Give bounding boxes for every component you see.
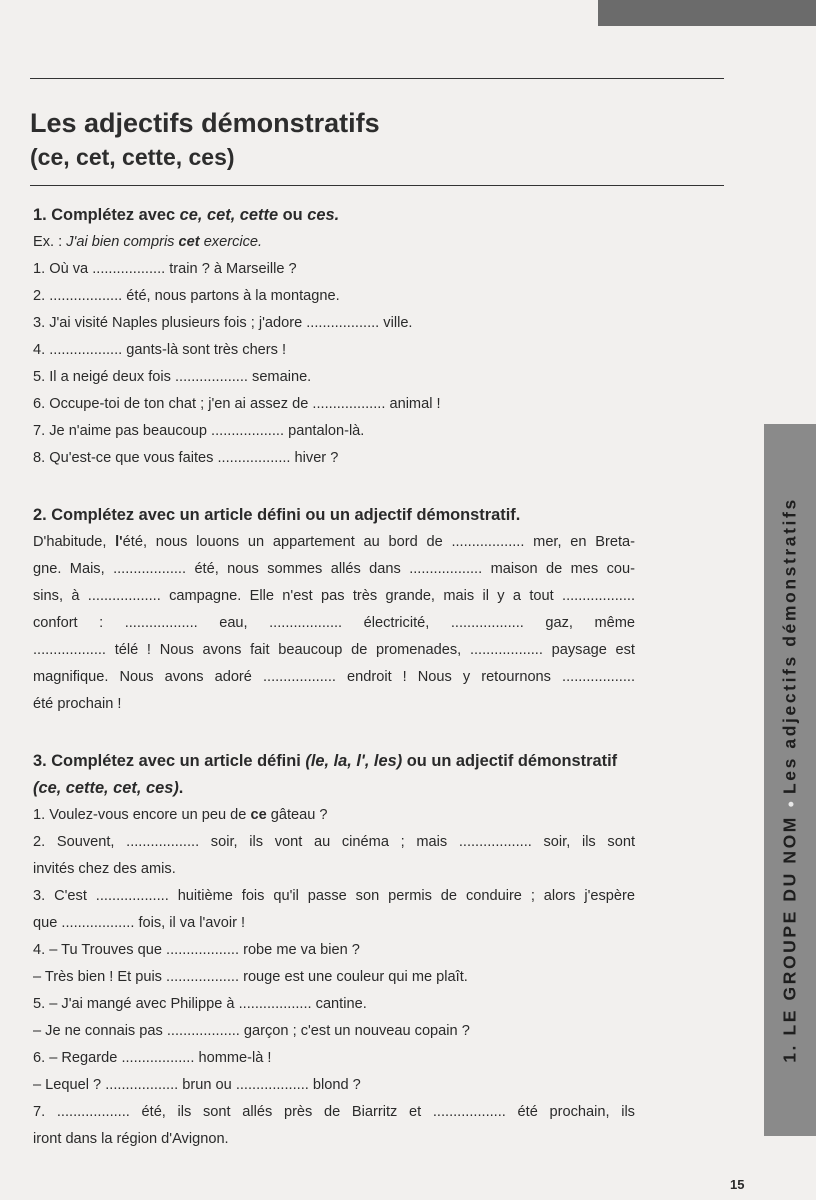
blank-field[interactable]: ..................: [458, 834, 532, 850]
exercise-1-item: 4. .................. gants-là sont très chers !: [33, 342, 287, 358]
exercise-3-line: – Lequel ? .................. brun ou .................. blond ?: [33, 1077, 361, 1093]
blank-field[interactable]: ..................: [113, 561, 187, 577]
exercise-1-item: 1. Où va .................. train ? à Marseille ?: [33, 261, 297, 277]
blank-field[interactable]: ..................: [450, 615, 524, 631]
blank-field[interactable]: ..................: [262, 669, 336, 685]
blank-field[interactable]: ..................: [469, 642, 543, 658]
exercise-2-line: confort : .................. eau, .................. électricité, .................. gaz, même: [33, 615, 635, 631]
blank-field[interactable]: ..................: [306, 315, 380, 331]
blank-field[interactable]: ..................: [211, 423, 285, 439]
exercise-2-line: gne. Mais, .................. été, nous sommes allés dans .................. maison de mes cou-: [33, 561, 635, 577]
page-number: 15: [730, 1177, 745, 1192]
blank-field[interactable]: ..................: [166, 1023, 240, 1039]
exercise-1-item: 3. J'ai visité Naples plusieurs fois ; j'adore .................. ville.: [33, 315, 413, 331]
exercise-1-example: Ex. : J'ai bien compris cet exercice.: [33, 234, 263, 250]
exercise-2-line: été prochain !: [33, 696, 122, 712]
blank-field[interactable]: ..................: [166, 942, 240, 958]
exercise-1-item: 2. .................. été, nous partons à la montagne.: [33, 288, 340, 304]
exercise-3-line: – Très bien ! Et puis .................. rouge est une couleur qui me plaît.: [33, 969, 468, 985]
bullet-dot-icon: [788, 802, 793, 807]
blank-field[interactable]: ..................: [562, 588, 635, 604]
exercise-3-line: 4. – Tu Trouves que .................. robe me va bien ?: [33, 942, 360, 958]
blank-field[interactable]: ..................: [235, 1077, 309, 1093]
exercise-1-item: 8. Qu'est-ce que vous faites .................. hiver ?: [33, 450, 339, 466]
exercise-3-line: 5. – J'ai mangé avec Philippe à .................. cantine.: [33, 996, 367, 1012]
exercise-3-line: 2. Souvent, .................. soir, ils vont au cinéma ; mais .................. soir, ils sont: [33, 834, 635, 850]
exercise-1-heading: 1. Complétez avec ce, cet, cette ou ces.: [33, 206, 340, 224]
exercise-1-item: 7. Je n'aime pas beaucoup .................. pantalon-là.: [33, 423, 365, 439]
exercise-1: [33, 202, 635, 472]
blank-field[interactable]: ..................: [95, 888, 169, 904]
exercise-2-line: sins, à .................. campagne. Elle n'est pas très grande, mais il y a tout ..................: [33, 588, 635, 604]
exercise-3-line: 1. Voulez-vous encore un peu de ce gâteau ?: [33, 807, 328, 823]
page-title: Les adjectifs démonstratifs: [30, 108, 380, 138]
blank-field[interactable]: ..................: [562, 669, 636, 685]
exercise-2: [33, 502, 635, 718]
exercise-3-heading: 3. Complétez avec un article défini (le, la, l', les) ou un adjectif démonstratif: [33, 752, 618, 770]
exercise-3-line: – Je ne connais pas .................. garçon ; c'est un nouveau copain ?: [33, 1023, 470, 1039]
exercise-1-item: 5. Il a neigé deux fois .................. semaine.: [33, 369, 312, 385]
blank-field[interactable]: ..................: [49, 342, 123, 358]
exercise-1-item: 6. Occupe-toi de ton chat ; j'en ai assez de .................. animal !: [33, 396, 441, 412]
blank-field[interactable]: ..................: [217, 450, 291, 466]
exercise-3-line: iront dans la région d'Avignon.: [33, 1131, 229, 1147]
blank-field[interactable]: ..................: [312, 396, 386, 412]
exercise-3-line: 3. C'est .................. huitième fois qu'il passe son permis de conduire ; alors j'espère: [33, 888, 635, 904]
blank-field[interactable]: ..................: [105, 1077, 179, 1093]
exercise-3: [33, 748, 635, 1153]
blank-field[interactable]: ..................: [121, 1050, 195, 1066]
blank-field[interactable]: ..................: [238, 996, 312, 1012]
blank-field[interactable]: ..................: [269, 615, 343, 631]
exercise-3-line: que .................. fois, il va l'avoir !: [33, 915, 246, 931]
exercise-2-line: D'habitude, l'été, nous louons un appartement au bord de .................. mer, en Breta-: [33, 534, 635, 550]
exercise-2-heading: 2. Complétez avec un article défini ou un adjectif démonstratif.: [33, 506, 521, 524]
blank-field[interactable]: ..................: [56, 1104, 130, 1120]
exercise-3-heading: (ce, cette, cet, ces).: [33, 779, 184, 797]
title-rule-bottom: [30, 185, 724, 186]
exercise-2-line: .................. télé ! Nous avons fait beaucoup de promenades, .................. paysage est: [33, 642, 635, 658]
top-corner-bar: [598, 0, 816, 26]
chapter-side-label: 1. LE GROUPE DU NOMLes adjectifs démonstratifs: [779, 497, 800, 1063]
exercise-2-line: magnifique. Nous avons adoré .................. endroit ! Nous y retournons ..................: [33, 669, 636, 685]
blank-field[interactable]: ..................: [33, 642, 106, 658]
blank-field[interactable]: ..................: [126, 834, 200, 850]
blank-field[interactable]: ..................: [49, 288, 123, 304]
blank-field[interactable]: ..................: [87, 588, 161, 604]
exercise-3-line: 7. .................. été, ils sont allés près de Biarritz et .................. été prochain, ils: [33, 1104, 635, 1120]
exercise-3-line: invités chez des amis.: [33, 861, 176, 877]
blank-field[interactable]: ..................: [409, 561, 483, 577]
page-subtitle: (ce, cet, cette, ces): [30, 144, 235, 170]
blank-field[interactable]: ..................: [124, 615, 198, 631]
blank-field[interactable]: ..................: [166, 969, 240, 985]
blank-field[interactable]: ..................: [61, 915, 135, 931]
blank-field[interactable]: ..................: [451, 534, 525, 550]
exercise-3-line: 6. – Regarde .................. homme-là !: [33, 1050, 272, 1066]
blank-field[interactable]: ..................: [174, 369, 248, 385]
title-rule-top: [30, 78, 724, 79]
blank-field[interactable]: ..................: [92, 261, 166, 277]
blank-field[interactable]: ..................: [432, 1104, 506, 1120]
